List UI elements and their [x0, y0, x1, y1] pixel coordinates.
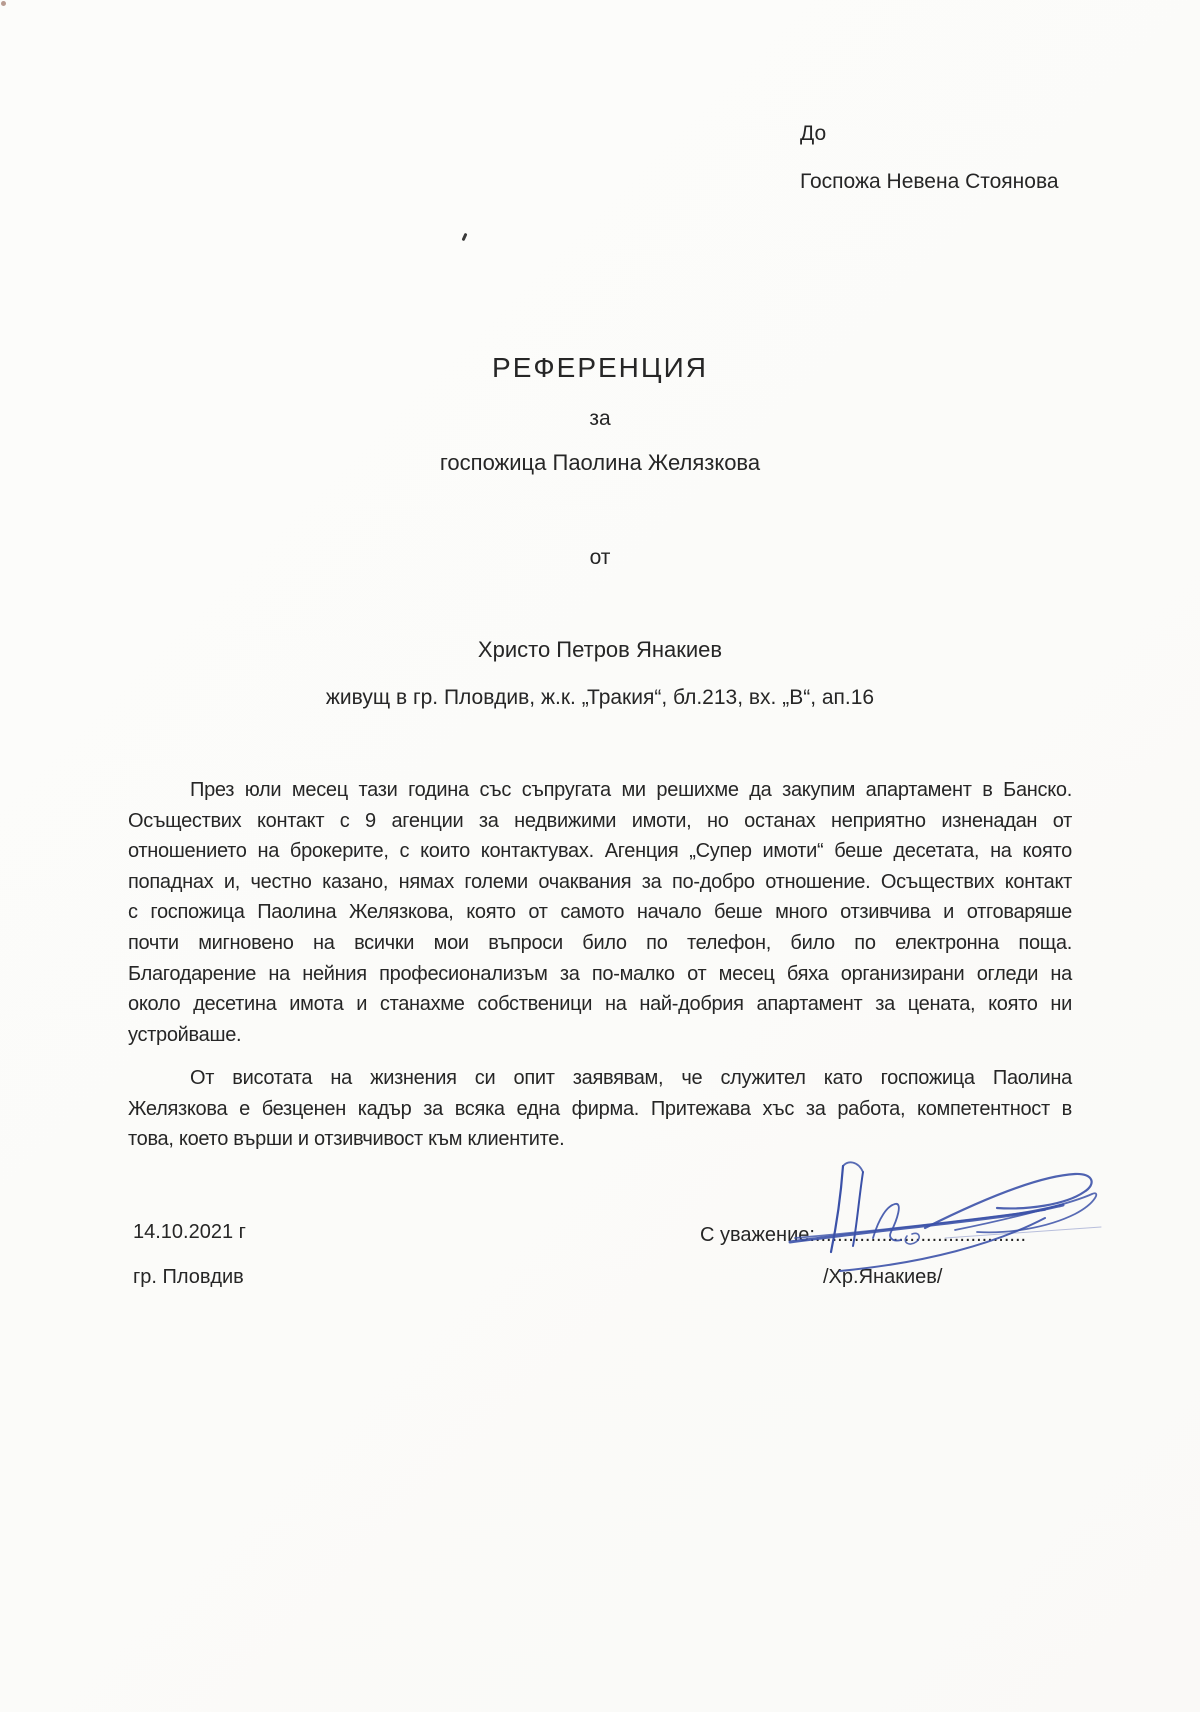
body-paragraph-2: [128, 1063, 1072, 1155]
body-paragraph-1: [128, 775, 1072, 1050]
signature-icon: [745, 1158, 1105, 1278]
signature: [745, 1158, 1105, 1278]
scan-speck: [1, 1, 6, 6]
paragraph-line: с госпожица Паолина Желязкова, която от самото начало беше много отзивчива и отговаряше: [128, 901, 1072, 924]
paragraph-line: отношението на брокерите, с които контактувах. Агенция „Супер имоти“ беше десетата, на която: [128, 840, 1072, 863]
author-address: живущ в гр. Пловдив, ж.к. „Тракия“, бл.213, вх. „В“, ап.16: [325, 686, 875, 709]
paragraph-line: около десетина имота и станахме собственици на най-добрия апартамент за цената, която ни: [128, 993, 1072, 1016]
closing-label: С уважение:: [700, 1224, 815, 1246]
document-title: РЕФЕРЕНЦИЯ: [492, 352, 708, 383]
paragraph-line: Осъществих контакт с 9 агенции за недвижими имоти, но останах неприятно изненадан от: [128, 809, 1072, 832]
author-name: Христо Петров Янакиев: [477, 637, 723, 662]
paragraph-line: През юли месец тази година със съпругата ми решихме да закупим апартамент в Банско.: [190, 779, 1072, 801]
paragraph-line: устройваше.: [128, 1023, 242, 1046]
paragraph-line: Благодарение на нейния професионализъм за по-малко от месец бяха организирани огледи на: [128, 962, 1072, 985]
paragraph-line: От висотата на жизнения си опит заявявам, че служител като госпожица Паолина: [190, 1067, 1072, 1089]
from-label: от: [589, 546, 611, 569]
paragraph-line: Желязкова е безценен кадър за всяка една фирма. Притежава хъс за работа, компетентност в: [128, 1097, 1072, 1120]
signed-name: /Хр.Янакиев/: [823, 1266, 943, 1288]
subject-name: госпожица Паолина Желязкова: [439, 450, 761, 475]
stray-mark: [462, 233, 468, 242]
city-line: гр. Пловдив: [133, 1266, 244, 1288]
signature-dotted-line: ......................................: [814, 1224, 1027, 1246]
date-line: 14.10.2021 г: [133, 1221, 246, 1243]
paragraph-line: това, което върши и отзивчивост към клиентите.: [128, 1128, 565, 1151]
paragraph-line: попаднах и, честно казано, нямах големи очаквания за по-добро отношение. Осъществих контакт: [128, 870, 1072, 893]
for-label: за: [589, 407, 611, 430]
paragraph-line: почти мигновено на всички мои въпроси било по телефон, било по електронна поща.: [128, 931, 1072, 954]
addressee-name: Госпожа Невена Стоянова: [800, 170, 1059, 193]
addressee-to-label: До: [800, 122, 827, 145]
